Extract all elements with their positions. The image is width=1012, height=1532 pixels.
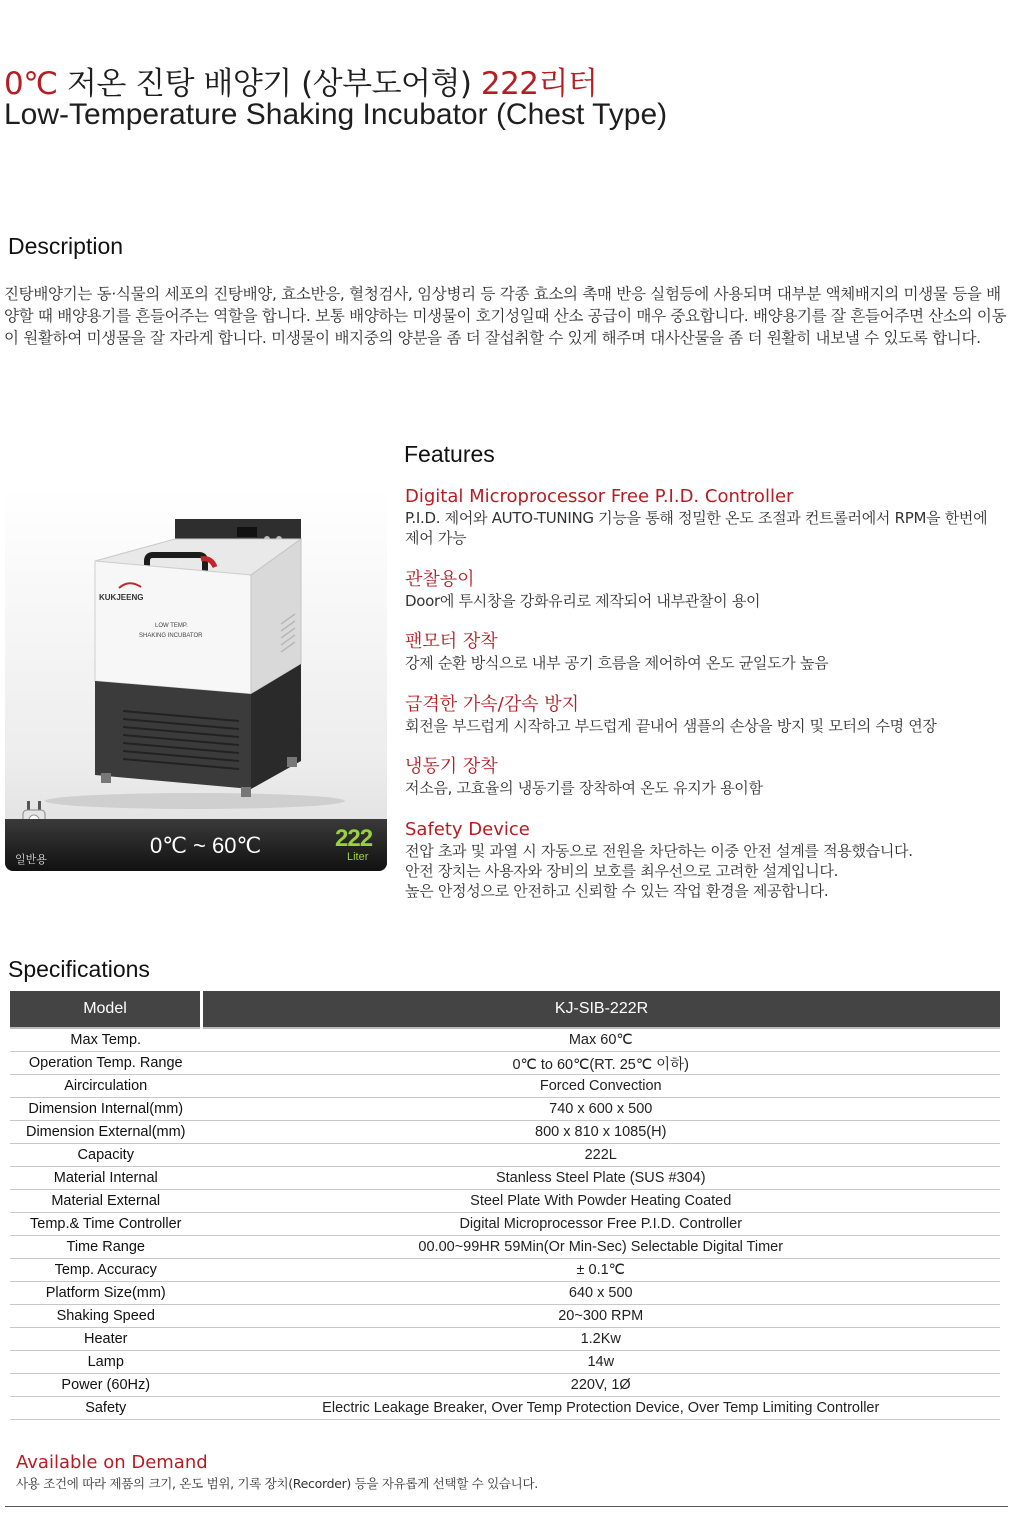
features-heading: Features [404, 441, 495, 467]
feature-title: Safety Device [405, 819, 530, 840]
table-header-row [10, 991, 1000, 1028]
page-title-korean [4, 58, 597, 103]
specifications-table [10, 991, 1000, 1420]
spec-value: 222L [202, 1144, 1001, 1167]
feature-fan-motor [405, 631, 1005, 673]
general-use-label: 일반용 [15, 853, 47, 866]
table-row [10, 1167, 1000, 1190]
table-row [10, 1282, 1000, 1305]
model-value: KJ-SIB-222R [202, 991, 1001, 1028]
spec-value: 14w [202, 1351, 1001, 1374]
spec-label: Aircirculation [10, 1075, 202, 1098]
spec-value: 00.00~99HR 59Min(Or Min-Sec) Selectable Digital Timer [202, 1236, 1001, 1259]
capacity-number: 222 [335, 825, 373, 852]
table-row [10, 1236, 1000, 1259]
table-row [10, 1144, 1000, 1167]
spec-value: Digital Microprocessor Free P.I.D. Controller [202, 1213, 1001, 1236]
spec-label: Dimension Internal(mm) [10, 1098, 202, 1121]
spec-label: Dimension External(mm) [10, 1121, 202, 1144]
feature-observation [405, 569, 1005, 611]
bottom-divider [5, 1506, 1008, 1507]
model-label: Model [10, 991, 202, 1028]
description-heading: Description [8, 233, 124, 259]
temperature-bar [5, 819, 387, 871]
table-row [10, 1259, 1000, 1282]
title-capacity: 222리터 [480, 66, 598, 102]
table-row [10, 1075, 1000, 1098]
feature-title: Digital Microprocessor Free P.I.D. Controller [405, 486, 794, 507]
spec-label: Heater [10, 1328, 202, 1351]
spec-label: Shaking Speed [10, 1305, 202, 1328]
feature-title: 급격한 가속/감속 방지 [405, 694, 579, 715]
spec-label: Time Range [10, 1236, 202, 1259]
spec-value: ± 0.1℃ [202, 1259, 1001, 1282]
feature-text: P.I.D. 제어와 AUTO-TUNING 기능을 통해 정밀한 온도 조절과 컨트롤러에서 RPM을 한번에 제어 가능 [405, 509, 988, 547]
spec-value: 20~300 RPM [202, 1305, 1001, 1328]
table-row [10, 1190, 1000, 1213]
table-row [10, 1098, 1000, 1121]
spec-label: Operation Temp. Range [10, 1052, 202, 1075]
table-row [10, 1374, 1000, 1397]
feature-refrigerator [405, 756, 1005, 798]
feature-text: 회전을 부드럽게 시작하고 부드럽게 끝내어 샘플의 손상을 방지 및 모터의 수명 연장 [405, 717, 937, 735]
table-row [10, 1028, 1000, 1052]
spec-label: Material External [10, 1190, 202, 1213]
feature-pid-controller [405, 486, 1005, 548]
feature-title: 냉동기 장착 [405, 756, 498, 777]
table-row [10, 1397, 1000, 1420]
title-temp: 0℃ [4, 66, 58, 102]
spec-value: 220V, 1Ø [202, 1374, 1001, 1397]
spec-label: Max Temp. [10, 1028, 202, 1052]
spec-label: Power (60Hz) [10, 1374, 202, 1397]
spec-value: 800 x 810 x 1085(H) [202, 1121, 1001, 1144]
available-on-demand-text: 사용 조건에 따라 제품의 크기, 온도 범위, 기록 장치(Recorder) 등을 자유롭게 선택할 수 있습니다. [16, 1476, 538, 1491]
title-main: 저온 진탕 배양기 (상부도어형) [57, 66, 481, 102]
table-row [10, 1121, 1000, 1144]
feature-title: 팬모터 장착 [405, 631, 498, 652]
description-text: 진탕배양기는 동·식물의 세포의 진탕배양, 효소반응, 혈청검사, 임상병리 등 각종 효소의 촉매 반응 실험등에 사용되며 대부분 액체배지의 미생물 등을 배양할 때 배양용기를 흔들어주는 역할을 합니다. 보통 배양하는 미생물이 호기성일때 산소 공급이 매우 중요합니다. 배양용기를 잘 흔들어주면 산소의 이동이 원활하여 미생물을 잘 자라게 합니다. 미생물이 배지중의 양분을 좀 더 잘섭취할 수 있게 해주며 대사산물을 좀 더 원활히 내보낼 수 있도록 합니다. [4, 285, 1007, 347]
spec-label: Temp. Accuracy [10, 1259, 202, 1282]
label-line2: SHAKING INCUBATOR [139, 633, 203, 639]
spec-label: Lamp [10, 1351, 202, 1374]
incubator-illustration [5, 489, 387, 819]
spec-value: Electric Leakage Breaker, Over Temp Protection Device, Over Temp Limiting Controller [202, 1397, 1001, 1420]
label-line1: LOW TEMP. [155, 623, 188, 629]
spec-label: Capacity [10, 1144, 202, 1167]
table-row [10, 1351, 1000, 1374]
table-row [10, 1305, 1000, 1328]
temperature-range: 0℃ ~ 60℃ [150, 833, 262, 858]
feature-title: 관찰용이 [405, 569, 475, 590]
spec-label: Material Internal [10, 1167, 202, 1190]
spec-label: Safety [10, 1397, 202, 1420]
spec-value: Stanless Steel Plate (SUS #304) [202, 1167, 1001, 1190]
spec-value: 0℃ to 60℃(RT. 25℃ 이하) [202, 1052, 1001, 1075]
table-row [10, 1328, 1000, 1351]
spec-label: Temp.& Time Controller [10, 1213, 202, 1236]
available-on-demand-title: Available on Demand [16, 1452, 208, 1473]
table-row [10, 1213, 1000, 1236]
brand-logo: KUKJEENG [99, 593, 144, 602]
feature-text: 강제 순환 방식으로 내부 공기 흐름을 제어하여 온도 균일도가 높음 [405, 654, 829, 672]
spec-value: 1.2Kw [202, 1328, 1001, 1351]
feature-soft-start [405, 694, 1005, 736]
spec-label: Platform Size(mm) [10, 1282, 202, 1305]
capacity-unit: Liter [347, 851, 369, 863]
feature-safety-device [405, 819, 1005, 901]
product-image [5, 489, 387, 871]
spec-value: Max 60℃ [202, 1028, 1001, 1052]
feature-text: 전압 초과 및 과열 시 자동으로 전원을 차단하는 이중 안전 설계를 적용했습니다. 안전 장치는 사용자와 장비의 보호를 최우선으로 고려한 설계입니다. 높은 안정성으로 안전하고 신뢰할 수 있는 작업 환경을 제공합니다. [405, 842, 913, 900]
spec-value: Forced Convection [202, 1075, 1001, 1098]
spec-value: 640 x 500 [202, 1282, 1001, 1305]
specifications-heading: Specifications [8, 956, 150, 982]
spec-value: 740 x 600 x 500 [202, 1098, 1001, 1121]
feature-text: 저소음, 고효율의 냉동기를 장착하여 온도 유지가 용이함 [405, 779, 763, 797]
table-row [10, 1052, 1000, 1075]
feature-text: Door에 투시창을 강화유리로 제작되어 내부관찰이 용이 [405, 592, 761, 610]
spec-value: Steel Plate With Powder Heating Coated [202, 1190, 1001, 1213]
page-title-english: Low-Temperature Shaking Incubator (Chest Type) [4, 98, 668, 131]
